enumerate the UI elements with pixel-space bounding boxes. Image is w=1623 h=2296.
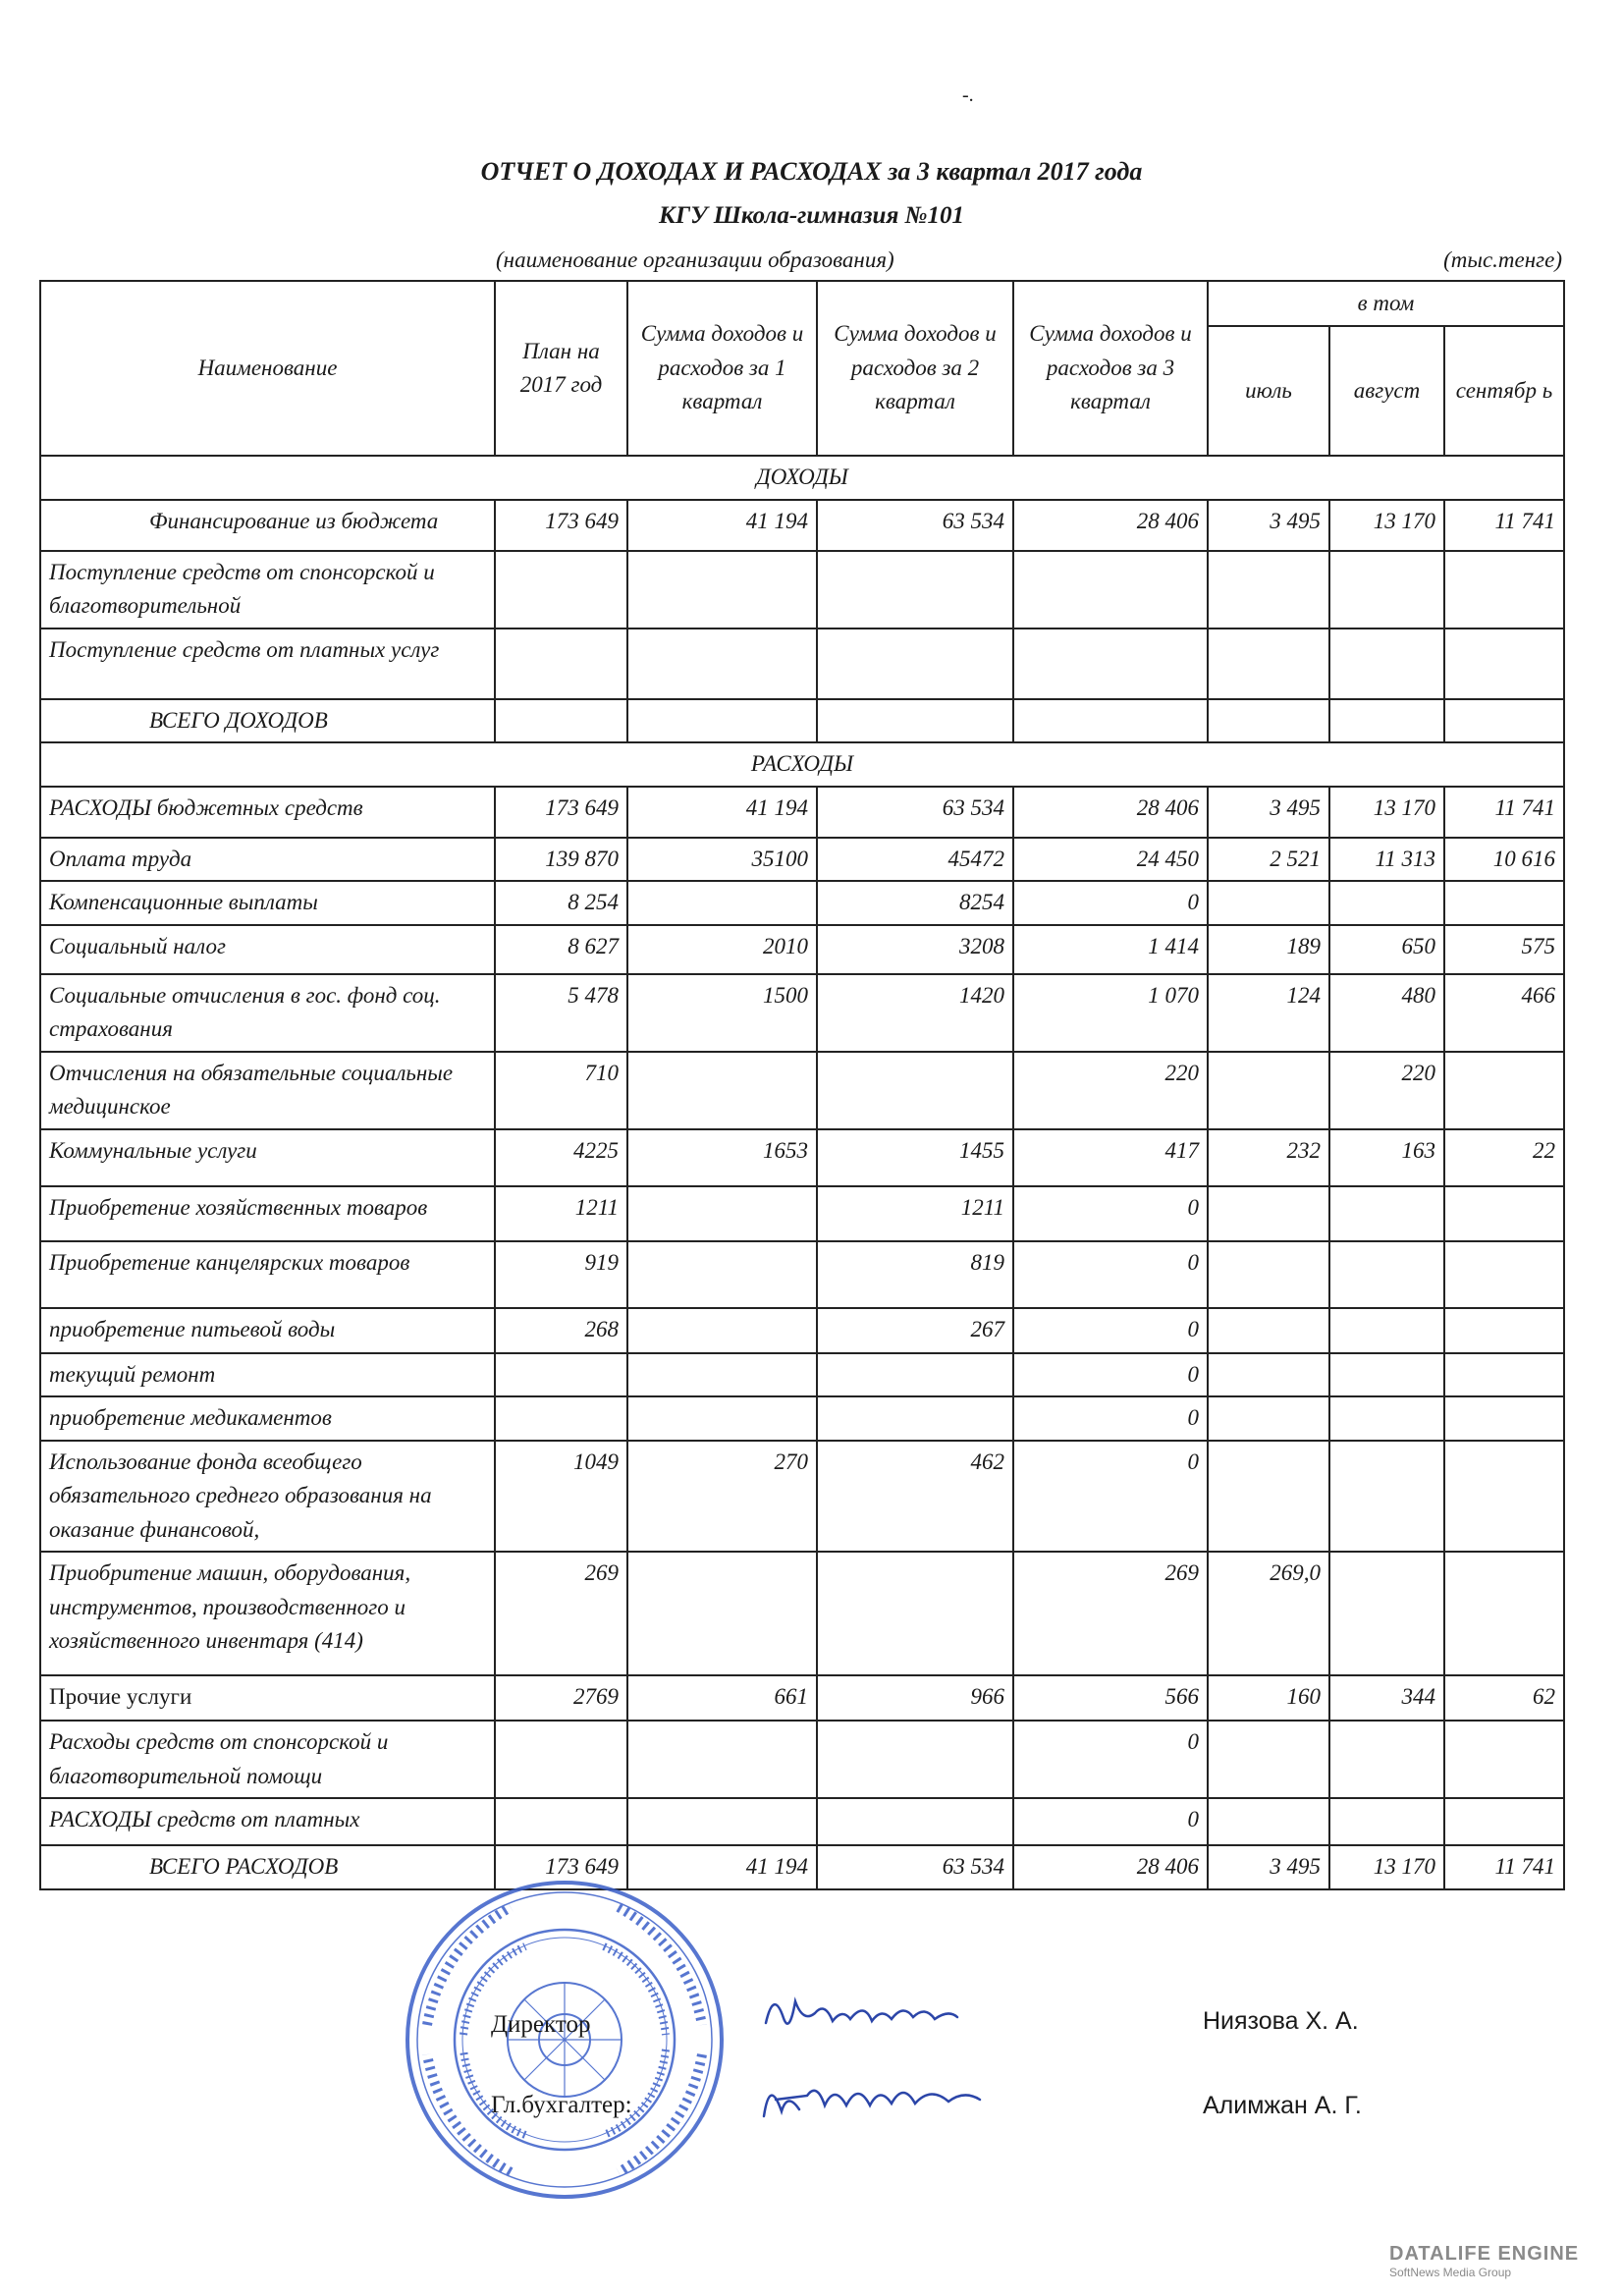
cell-sep bbox=[1444, 1353, 1564, 1397]
income-rows bbox=[40, 500, 1564, 743]
report-table bbox=[39, 280, 1565, 1890]
cell-plan bbox=[495, 1798, 627, 1845]
cell-sep bbox=[1444, 1721, 1564, 1798]
cell-sep bbox=[1444, 1798, 1564, 1845]
cell-sep bbox=[1444, 1552, 1564, 1675]
cell-jul bbox=[1208, 1798, 1329, 1845]
cell-q1 bbox=[627, 1552, 817, 1675]
cell-sep: 466 bbox=[1444, 974, 1564, 1052]
cell-jul: 2 521 bbox=[1208, 838, 1329, 882]
cell-plan bbox=[495, 1396, 627, 1441]
cell-q2: 8254 bbox=[817, 881, 1013, 925]
col-header-name: Наименование bbox=[40, 281, 495, 456]
cell-jul bbox=[1208, 629, 1329, 699]
cell-sep: 575 bbox=[1444, 925, 1564, 974]
col-header-plan: План на 2017 год bbox=[495, 281, 627, 456]
cell-plan: 710 bbox=[495, 1052, 627, 1129]
cell-q3: 566 bbox=[1013, 1675, 1208, 1721]
cell-q2: 63 534 bbox=[817, 1845, 1013, 1889]
cell-aug: 13 170 bbox=[1329, 500, 1444, 551]
row-label: РАСХОДЫ средств от платных bbox=[40, 1798, 495, 1845]
cell-sep: 11 741 bbox=[1444, 787, 1564, 838]
cell-jul: 124 bbox=[1208, 974, 1329, 1052]
row-label: ВСЕГО РАСХОДОВ bbox=[40, 1845, 495, 1889]
row-label: Коммунальные услуги bbox=[40, 1129, 495, 1186]
cell-q1 bbox=[627, 881, 817, 925]
cell-aug: 11 313 bbox=[1329, 838, 1444, 882]
row-label: Социальные отчисления в гос. фонд соц. страхования bbox=[40, 974, 495, 1052]
row-label: Приобретение хозяйственных товаров bbox=[40, 1186, 495, 1241]
cell-q3: 220 bbox=[1013, 1052, 1208, 1129]
cell-q2: 63 534 bbox=[817, 787, 1013, 838]
cell-sep bbox=[1444, 1308, 1564, 1353]
cell-q3: 28 406 bbox=[1013, 787, 1208, 838]
cell-q1 bbox=[627, 1721, 817, 1798]
table-row bbox=[40, 838, 1564, 882]
cell-sep bbox=[1444, 1441, 1564, 1553]
currency-units: (тыс.тенге) bbox=[1443, 247, 1562, 272]
cell-plan: 139 870 bbox=[495, 838, 627, 882]
cell-jul: 3 495 bbox=[1208, 1845, 1329, 1889]
table-row bbox=[40, 1129, 1564, 1186]
table-row bbox=[40, 1396, 1564, 1441]
cell-jul: 160 bbox=[1208, 1675, 1329, 1721]
cell-q2 bbox=[817, 629, 1013, 699]
cell-q2 bbox=[817, 1798, 1013, 1845]
watermark-subtitle: SoftNews Media Group bbox=[1389, 2266, 1512, 2279]
table-row bbox=[40, 500, 1564, 551]
watermark bbox=[1389, 2243, 1579, 2279]
cell-plan: 1049 bbox=[495, 1441, 627, 1553]
accountant-signature-icon bbox=[764, 2091, 980, 2116]
table-row bbox=[40, 1798, 1564, 1845]
cell-q3: 0 bbox=[1013, 1353, 1208, 1397]
cell-jul bbox=[1208, 881, 1329, 925]
cell-q2: 819 bbox=[817, 1241, 1013, 1308]
cell-sep bbox=[1444, 1241, 1564, 1308]
table-row bbox=[40, 1353, 1564, 1397]
cell-q2 bbox=[817, 1396, 1013, 1441]
cell-plan: 8 254 bbox=[495, 881, 627, 925]
cell-q1: 1500 bbox=[627, 974, 817, 1052]
cell-sep: 22 bbox=[1444, 1129, 1564, 1186]
handwritten-signatures bbox=[756, 1984, 1031, 2131]
cell-plan: 8 627 bbox=[495, 925, 627, 974]
table-row bbox=[40, 1052, 1564, 1129]
cell-aug: 650 bbox=[1329, 925, 1444, 974]
cell-q2 bbox=[817, 1052, 1013, 1129]
cell-q1 bbox=[627, 1186, 817, 1241]
row-label: Отчисления на обязательные социальные медицинское bbox=[40, 1052, 495, 1129]
row-label: приобретение медикаментов bbox=[40, 1396, 495, 1441]
row-label: Социальный налог bbox=[40, 925, 495, 974]
col-header-july: июль bbox=[1208, 326, 1329, 456]
cell-q3 bbox=[1013, 699, 1208, 743]
director-name: Ниязова Х. А. bbox=[1203, 2007, 1359, 2035]
cell-q1: 1653 bbox=[627, 1129, 817, 1186]
cell-q1 bbox=[627, 1353, 817, 1397]
section-expenses-title: РАСХОДЫ bbox=[40, 742, 1564, 787]
cell-plan: 269 bbox=[495, 1552, 627, 1675]
cell-aug: 344 bbox=[1329, 1675, 1444, 1721]
cell-sep bbox=[1444, 551, 1564, 629]
cell-q2: 3208 bbox=[817, 925, 1013, 974]
cell-sep bbox=[1444, 1052, 1564, 1129]
cell-q2: 966 bbox=[817, 1675, 1013, 1721]
cell-sep bbox=[1444, 1186, 1564, 1241]
cell-q2: 63 534 bbox=[817, 500, 1013, 551]
cell-jul bbox=[1208, 1186, 1329, 1241]
accountant-label: Гл.бухгалтер: bbox=[491, 2092, 632, 2118]
table-row bbox=[40, 551, 1564, 629]
cell-sep bbox=[1444, 1396, 1564, 1441]
table-row bbox=[40, 1441, 1564, 1553]
cell-sep bbox=[1444, 881, 1564, 925]
cell-aug bbox=[1329, 699, 1444, 743]
cell-q3: 0 bbox=[1013, 1441, 1208, 1553]
cell-aug bbox=[1329, 551, 1444, 629]
cell-q1 bbox=[627, 1241, 817, 1308]
cell-q1: 41 194 bbox=[627, 500, 817, 551]
row-label: Прочие услуги bbox=[40, 1675, 495, 1721]
row-label: ВСЕГО ДОХОДОВ bbox=[40, 699, 495, 743]
cell-jul bbox=[1208, 1241, 1329, 1308]
col-header-august: август bbox=[1329, 326, 1444, 456]
cell-sep: 11 741 bbox=[1444, 1845, 1564, 1889]
cell-q3: 269 bbox=[1013, 1552, 1208, 1675]
cell-q2: 45472 bbox=[817, 838, 1013, 882]
cell-jul bbox=[1208, 551, 1329, 629]
cell-jul bbox=[1208, 1353, 1329, 1397]
cell-aug bbox=[1329, 1441, 1444, 1553]
cell-aug bbox=[1329, 1186, 1444, 1241]
table-row bbox=[40, 1845, 1564, 1889]
official-stamp bbox=[403, 1878, 727, 2202]
cell-q3: 417 bbox=[1013, 1129, 1208, 1186]
cell-aug: 13 170 bbox=[1329, 1845, 1444, 1889]
watermark-title: DATALIFE ENGINE bbox=[1389, 2243, 1580, 2265]
cell-aug bbox=[1329, 629, 1444, 699]
cell-plan: 268 bbox=[495, 1308, 627, 1353]
cell-sep: 11 741 bbox=[1444, 500, 1564, 551]
cell-q3: 0 bbox=[1013, 1308, 1208, 1353]
row-label: Финансирование из бюджета bbox=[40, 500, 495, 551]
cell-plan: 2769 bbox=[495, 1675, 627, 1721]
row-label: Поступление средств от спонсорской и благотворительной bbox=[40, 551, 495, 629]
cell-q2: 267 bbox=[817, 1308, 1013, 1353]
cell-q2 bbox=[817, 1353, 1013, 1397]
cell-q3 bbox=[1013, 551, 1208, 629]
cell-sep bbox=[1444, 699, 1564, 743]
cell-q3: 24 450 bbox=[1013, 838, 1208, 882]
table-row bbox=[40, 629, 1564, 699]
cell-q2: 462 bbox=[817, 1441, 1013, 1553]
organization-note: (наименование организации образования) bbox=[496, 247, 894, 272]
cell-q1 bbox=[627, 699, 817, 743]
table-row bbox=[40, 1186, 1564, 1241]
cell-q3: 28 406 bbox=[1013, 500, 1208, 551]
cell-plan: 1211 bbox=[495, 1186, 627, 1241]
section-income-title: ДОХОДЫ bbox=[40, 456, 1564, 500]
row-label: Оплата труда bbox=[40, 838, 495, 882]
row-label: Использование фонда всеобщего обязательного среднего образования на оказание финансовой, bbox=[40, 1441, 495, 1553]
col-header-q3: Сумма доходов и расходов за 3 квартал bbox=[1013, 281, 1208, 456]
cell-q1 bbox=[627, 1308, 817, 1353]
cell-plan: 919 bbox=[495, 1241, 627, 1308]
cell-jul: 189 bbox=[1208, 925, 1329, 974]
row-label: Расходы средств от спонсорской и благотворительной помощи bbox=[40, 1721, 495, 1798]
cell-q2 bbox=[817, 551, 1013, 629]
cell-plan: 5 478 bbox=[495, 974, 627, 1052]
cell-jul bbox=[1208, 1308, 1329, 1353]
cell-jul bbox=[1208, 1441, 1329, 1553]
cell-q3: 1 414 bbox=[1013, 925, 1208, 974]
col-header-in-total: в том bbox=[1208, 281, 1564, 326]
cell-aug bbox=[1329, 1798, 1444, 1845]
cell-q2: 1420 bbox=[817, 974, 1013, 1052]
table-row bbox=[40, 1241, 1564, 1308]
cell-plan: 173 649 bbox=[495, 500, 627, 551]
row-label: Компенсационные выплаты bbox=[40, 881, 495, 925]
cell-jul bbox=[1208, 1052, 1329, 1129]
cell-aug bbox=[1329, 881, 1444, 925]
cell-q1: 35100 bbox=[627, 838, 817, 882]
table-row bbox=[40, 881, 1564, 925]
col-header-q2: Сумма доходов и расходов за 2 квартал bbox=[817, 281, 1013, 456]
director-label: Директор bbox=[491, 2011, 591, 2038]
cell-jul: 3 495 bbox=[1208, 500, 1329, 551]
cell-q3: 0 bbox=[1013, 1241, 1208, 1308]
cell-q3: 28 406 bbox=[1013, 1845, 1208, 1889]
organization-name: КГУ Школа-гимназия №101 bbox=[659, 202, 964, 229]
cell-plan: 173 649 bbox=[495, 1845, 627, 1889]
report-title: ОТЧЕТ О ДОХОДАХ И РАСХОДАХ за 3 квартал 2017 года bbox=[480, 157, 1143, 186]
cell-jul: 269,0 bbox=[1208, 1552, 1329, 1675]
cell-jul: 3 495 bbox=[1208, 787, 1329, 838]
row-label: Приобритение машин, оборудования, инструментов, производственного и хозяйственного инвентаря (414) bbox=[40, 1552, 495, 1675]
cell-q2 bbox=[817, 1721, 1013, 1798]
row-label: текущий ремонт bbox=[40, 1353, 495, 1397]
cell-aug bbox=[1329, 1721, 1444, 1798]
cell-sep: 10 616 bbox=[1444, 838, 1564, 882]
cell-q1 bbox=[627, 629, 817, 699]
cell-plan bbox=[495, 551, 627, 629]
cell-q1: 270 bbox=[627, 1441, 817, 1553]
row-label: приобретение питьевой воды bbox=[40, 1308, 495, 1353]
director-signature-icon bbox=[766, 2001, 957, 2024]
expense-rows bbox=[40, 787, 1564, 1889]
cell-plan bbox=[495, 1353, 627, 1397]
cell-aug bbox=[1329, 1353, 1444, 1397]
cell-aug: 480 bbox=[1329, 974, 1444, 1052]
cell-q1: 41 194 bbox=[627, 1845, 817, 1889]
cell-aug bbox=[1329, 1241, 1444, 1308]
table-row bbox=[40, 1675, 1564, 1721]
table-row bbox=[40, 974, 1564, 1052]
cell-q1 bbox=[627, 1396, 817, 1441]
cell-jul bbox=[1208, 699, 1329, 743]
cell-jul: 232 bbox=[1208, 1129, 1329, 1186]
cell-aug bbox=[1329, 1308, 1444, 1353]
cell-q1 bbox=[627, 1052, 817, 1129]
cell-q1: 41 194 bbox=[627, 787, 817, 838]
row-label: Поступление средств от платных услуг bbox=[40, 629, 495, 699]
cell-q2: 1211 bbox=[817, 1186, 1013, 1241]
table-row bbox=[40, 699, 1564, 743]
table-row bbox=[40, 787, 1564, 838]
cell-aug bbox=[1329, 1552, 1444, 1675]
cell-q2 bbox=[817, 1552, 1013, 1675]
cell-q3 bbox=[1013, 629, 1208, 699]
cell-aug: 13 170 bbox=[1329, 787, 1444, 838]
table-row bbox=[40, 1721, 1564, 1798]
table-row bbox=[40, 1308, 1564, 1353]
row-label: РАСХОДЫ бюджетных средств bbox=[40, 787, 495, 838]
cell-aug bbox=[1329, 1396, 1444, 1441]
col-header-q1: Сумма доходов и расходов за 1 квартал bbox=[627, 281, 817, 456]
cell-jul bbox=[1208, 1721, 1329, 1798]
cell-plan bbox=[495, 699, 627, 743]
accountant-name: Алимжан А. Г. bbox=[1203, 2092, 1362, 2119]
cell-aug: 220 bbox=[1329, 1052, 1444, 1129]
top-mark: -. bbox=[962, 84, 974, 106]
cell-jul bbox=[1208, 1396, 1329, 1441]
cell-q1 bbox=[627, 1798, 817, 1845]
cell-plan bbox=[495, 1721, 627, 1798]
cell-q1: 661 bbox=[627, 1675, 817, 1721]
cell-q3: 0 bbox=[1013, 1721, 1208, 1798]
cell-q3: 0 bbox=[1013, 1186, 1208, 1241]
cell-q1 bbox=[627, 551, 817, 629]
cell-q1: 2010 bbox=[627, 925, 817, 974]
cell-sep: 62 bbox=[1444, 1675, 1564, 1721]
cell-aug: 163 bbox=[1329, 1129, 1444, 1186]
cell-plan bbox=[495, 629, 627, 699]
row-label: Приобретение канцелярских товаров bbox=[40, 1241, 495, 1308]
cell-q2: 1455 bbox=[817, 1129, 1013, 1186]
cell-plan: 4225 bbox=[495, 1129, 627, 1186]
cell-q3: 1 070 bbox=[1013, 974, 1208, 1052]
cell-q2 bbox=[817, 699, 1013, 743]
cell-q3: 0 bbox=[1013, 1798, 1208, 1845]
table-row bbox=[40, 925, 1564, 974]
cell-plan: 173 649 bbox=[495, 787, 627, 838]
table-row bbox=[40, 1552, 1564, 1675]
col-header-september: сентябр ь bbox=[1444, 326, 1564, 456]
cell-q3: 0 bbox=[1013, 1396, 1208, 1441]
cell-sep bbox=[1444, 629, 1564, 699]
cell-q3: 0 bbox=[1013, 881, 1208, 925]
